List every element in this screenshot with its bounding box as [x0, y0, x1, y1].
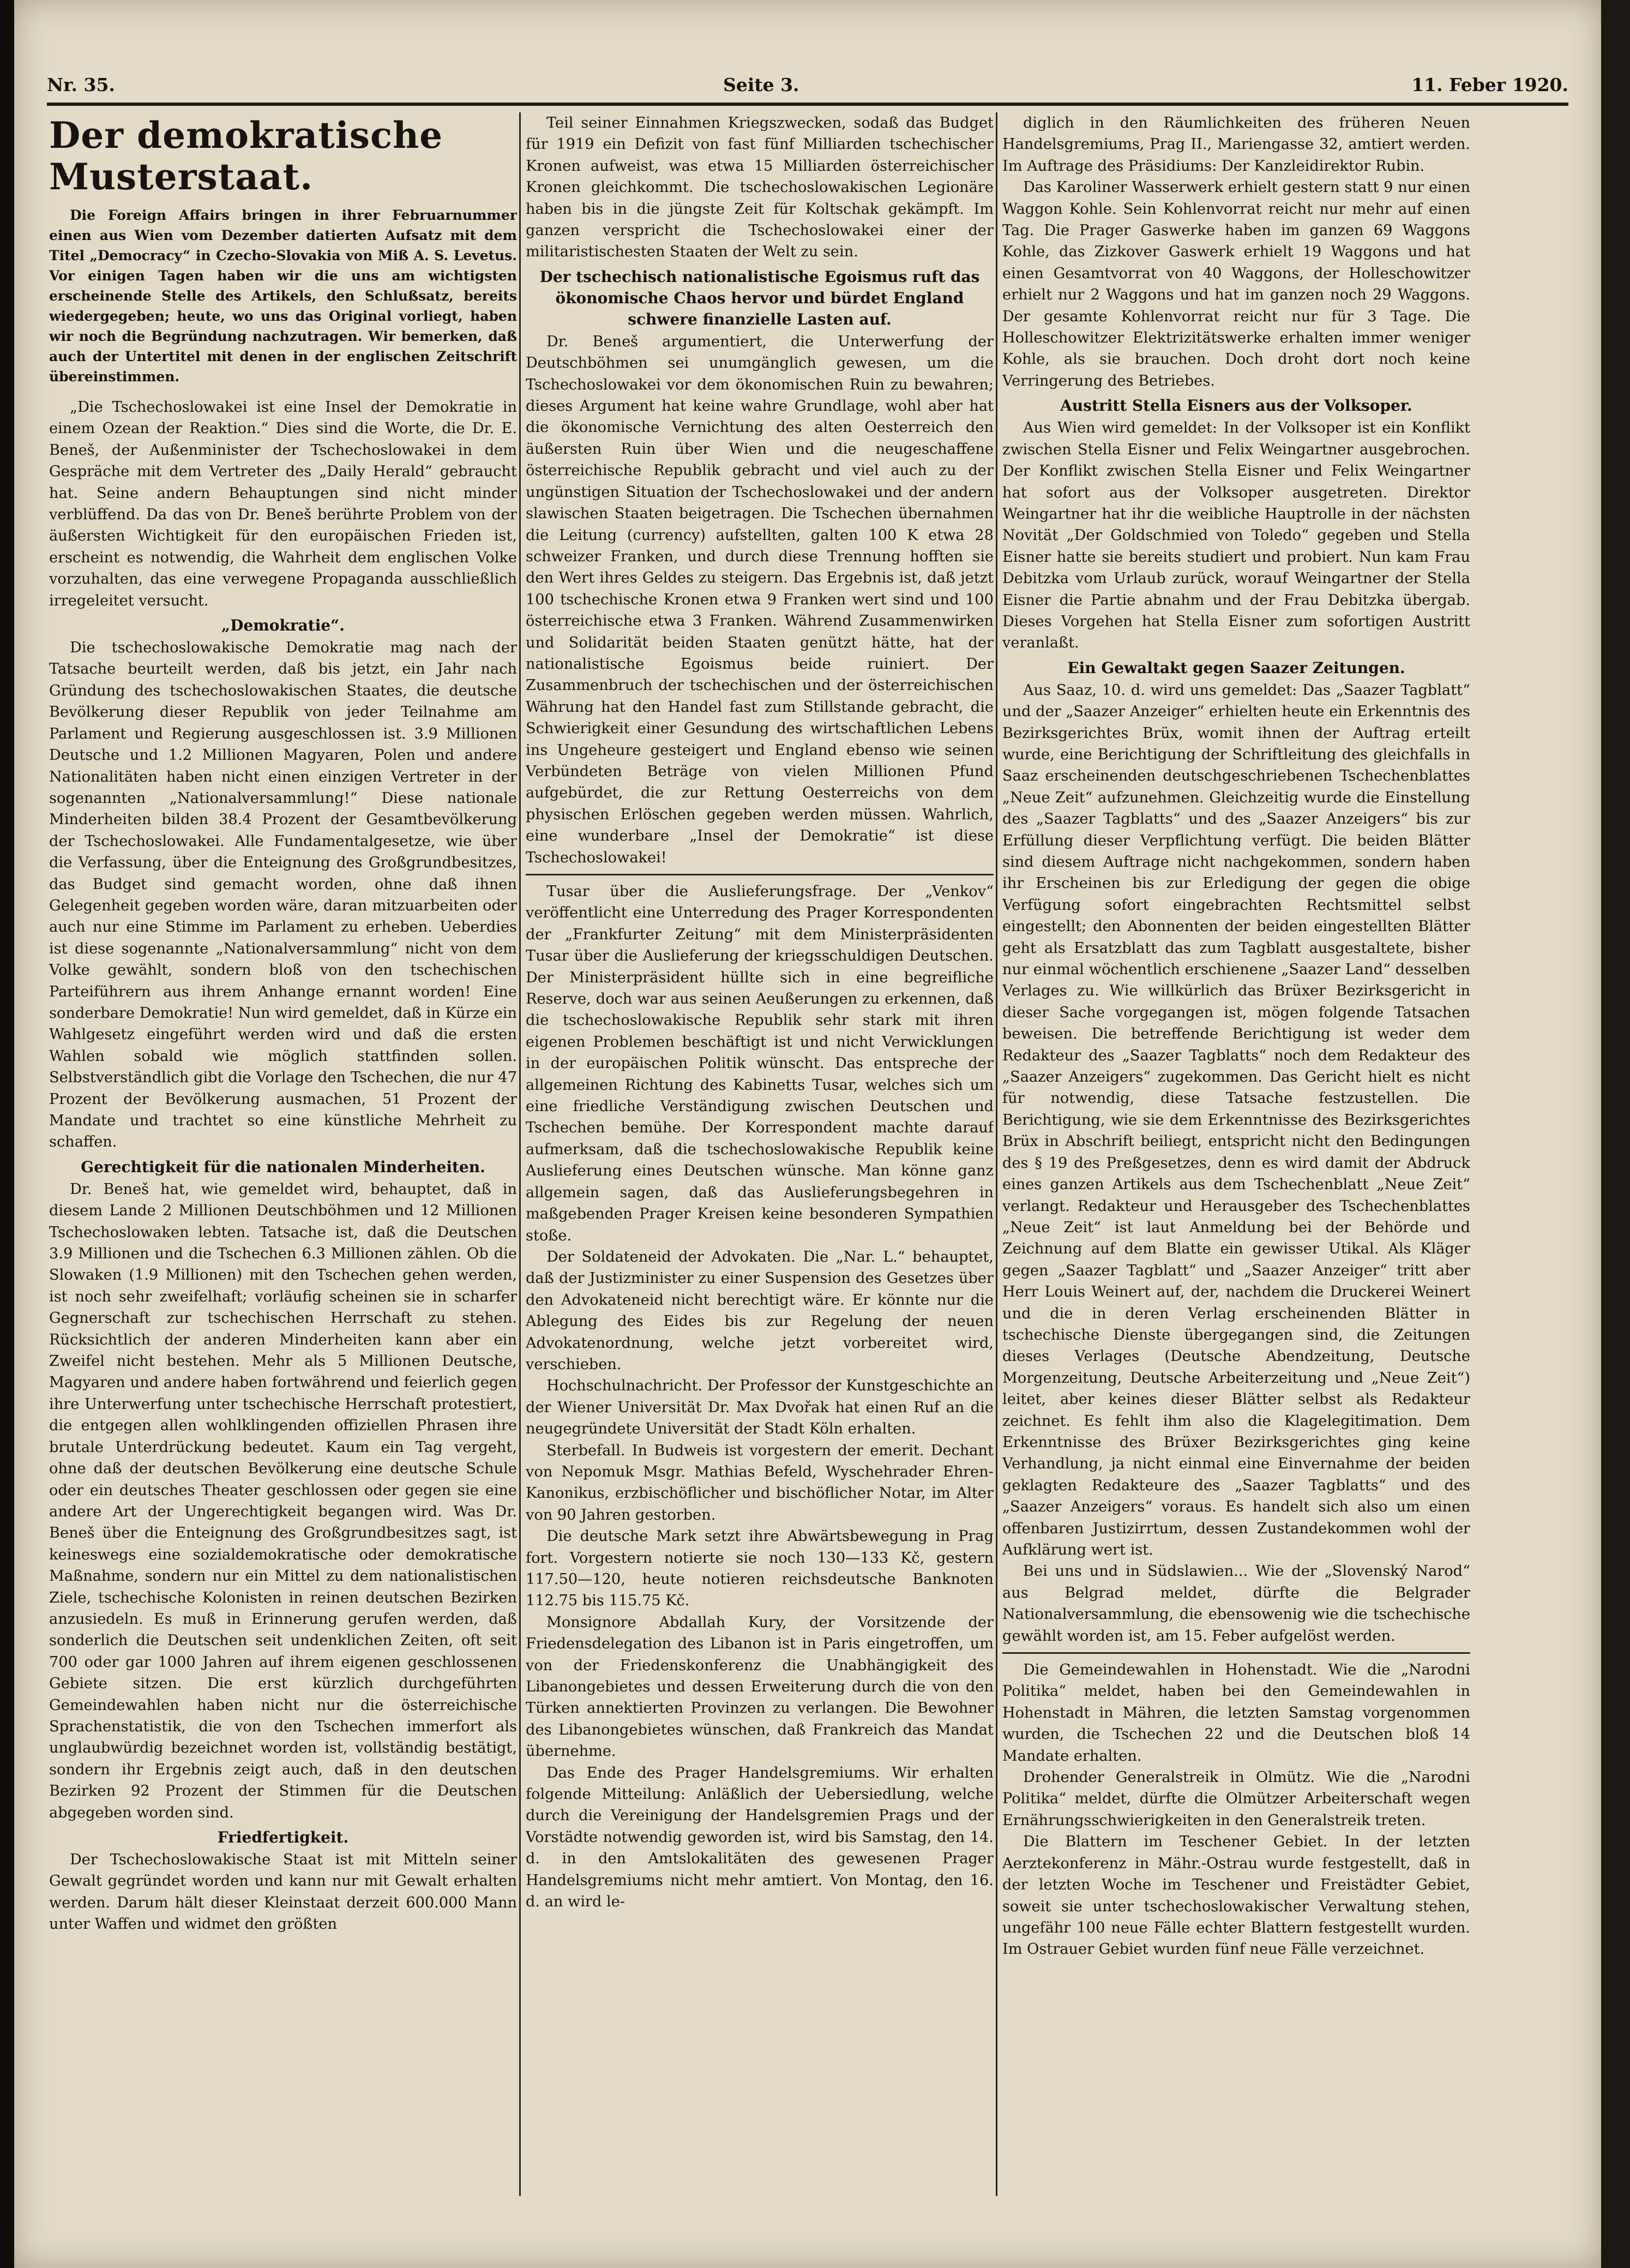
article-paragraph: Die tschechoslowakische Demokratie mag nach der Tatsache beurteilt werden, daß bis jetzt, ein Jahr nach Gründung des tschechoslowakischen Staates, die deutsche Bevölkerung dieser Republik von jeder Teilnahme am Parlament und Regierung ausgeschlossen ist. 3.9 Millionen Deutsche und 1.2 Millionen Magyaren, Polen und andere Nationalitäten haben nicht einen einzigen Vertreter in der sogenannten „Nationalversammlung!“ Diese nationale Minderheiten bilden 38.4 Prozent der Gesamtbevölkerung der Tschechoslowakei. Alle Fundamentalgesetze, wie über die Verfassung, über die Enteignung des Großgrundbesitzes, das Budget sind gemacht worden, ohne daß ihnen Gelegenheit gegeben worden wäre, daran mitzuarbeiten oder auch nur eine Stimme im Parlament zu erheben. Ueberdies ist diese sogenannte „Nationalversammlung“ nicht von dem Volke gewählt, sondern bloß von den tschechischen Parteiführern aus ihrem Anhange ernannt worden! Eine sonderbare Demokratie! Nun wird gemeldet, daß in Kürze ein Wahlgesetz eingeführt werden wird und daß die ersten Wahlen sobald wie möglich stattfinden sollen. Selbstverständlich gibt die Vorlage den Tschechen, die nur 47 Prozent der Bevölkerung ausmachen, 51 Prozent der Mandate und trachtet so eine künstliche Mehrheit zu schaffen.: [49, 639, 517, 1151]
article-paragraph: Dr. Beneš argumentiert, die Unterwerfung der Deutschböhmen sei unumgänglich gewesen, um die Tschechoslowakei vor dem ökonomischen Ruin zu bewahren; dieses Argument hat keine wahre Grundlage, wohl aber hat die ökonomische Vernichtung des alten Oesterreich den äußersten Ruin über Wien und die neugeschaffene österreichische Republik gebracht und viel auch zu der ungünstigen Situation der Tschechoslowakei und der andern slawischen Staaten beigetragen. Die Tschechen übernahmen die Leitung (currency) aufstellten, galten 100 K etwa 28 schweizer Franken, und durch diese Trennung hofften sie den Wert ihres Geldes zu steigern. Das Ergebnis ist, daß jetzt 100 tschechische Kronen etwa 9 Franken wert sind und 100 österreichische etwa 3 Franken. Während Zusammenwirken und Solidarität beiden Staaten genützt hätte, hat der nationalistische Egoismus beide ruiniert. Der Zusammenbruch der tschechischen und der österreichischen Währung hat den Handel fast zum Stillstande gebracht, die Schwierigkeit einer Gesundung des wirtschaftlichen Lebens ins Ungeheure gesteigert und England ebenso wie seinen Verbündeten Beträge von vielen Millionen Pfund aufgebürdet, die zur Rettung Oesterreichs von dem physischen Erlöschen gegeben werden müssen. Wahrlich, eine wunderbare „Insel der Demokratie“ ist diese Tschechoslowakei!: [526, 333, 994, 866]
section-heading: Der tschechisch nationalistische Egoismus ruft das ökonomische Chaos hervor und bürdet England schwere finanzielle Lasten auf.: [539, 267, 980, 328]
news-item: diglich in den Räumlichkeiten des früheren Neuen Handelsgremiums, Prag II., Mariengasse 32, amtiert werden. Im Auftrage des Präsidiums: Der Kanzleidirektor Rubin.: [1002, 115, 1470, 175]
section-heading: Austritt Stella Eisners aus der Volksoper.: [1060, 397, 1412, 415]
news-item: Tusar über die Auslieferungsfrage. Der „Venkov“ veröffentlicht eine Unterredung des Prager Korrespondenten der „Frankfurter Zeitung“ mit dem Ministerpräsidenten Tusar über die Auslieferung der kriegsschuldigen Deutschen. Der Ministerpräsident hüllte sich in eine begreifliche Reserve, doch war aus seinen Aeußerungen zu erkennen, daß die tschechoslowakische Republik sehr stark mit ihren eigenen Problemen beschäftigt ist und nicht Verwicklungen in der europäischen Politik wünscht. Das entspreche der allgemeinen Richtung des Kabinetts Tusar, welches sich um eine friedliche Verständigung zwischen Deutschen und Tschechen bemühe. Der Korrespondent machte darauf aufmerksam, daß die tschechoslowakische Republik keine Auslieferung eines Deutschen wünsche. Man könne ganz allgemein sagen, daß das Auslieferungsbegehren in maßgebenden Prager Kreisen keine besonderen Sympathien stoße.: [526, 883, 994, 1244]
news-item: Die deutsche Mark setzt ihre Abwärtsbewegung in Prag fort. Vorgestern notierte sie noch 130—133 Kč, gestern 117.50—120, heute notieren reichsdeutsche Banknoten 112.75 bis 115.75 Kč.: [526, 1528, 994, 1610]
page-header: [47, 70, 1568, 103]
issue-number: Nr. 35.: [47, 74, 115, 95]
column-divider: [996, 112, 997, 2196]
section-heading: Friedfertigkeit.: [217, 1828, 349, 1846]
column-1: [49, 112, 517, 2201]
article-lead: Die Foreign Affairs bringen in ihrer Februarnummer einen aus Wien vom Dezember datierten Aufsatz mit dem Titel „Democracy“ in Czecho-Slovakia von Miß A. S. Levetus. Vor einigen Tagen haben wir die uns am wichtigsten erscheinende Stelle des Artikels, den Schlußsatz, bereits wiedergegeben; heute, wo uns das Original vorliegt, haben wir noch die Begründung nachzutragen. Wir bemerken, daß auch der Untertitel mit denen in der englischen Zeitschrift übereinstimmen.: [49, 207, 517, 385]
section-heading: Ein Gewaltakt gegen Saazer Zeitungen.: [1067, 658, 1405, 677]
news-item: Die Blattern im Teschener Gebiet. In der letzten Aerztekonferenz in Mähr.-Ostrau wurde festgestellt, daß in der letzten Woche im Teschener und Freistädter Gebiet, soweit sie unter tschechoslowakischer Verwaltung stehen, ungefähr 100 neue Fälle echter Blattern festgestellt wurden. Im Ostrauer Gebiet wurden fünf neue Fälle verzeichnet.: [1002, 1833, 1470, 1958]
header-rule: [47, 103, 1568, 106]
article-separator: [1002, 1652, 1470, 1654]
news-item: Das Ende des Prager Handelsgremiums. Wir erhalten folgende Mitteilung: Anläßlich der Uebersiedlung, welche durch die Vereinigung der Handelsgremien Prags und der Vorstädte notwendig geworden ist, wird bis Samstag, den 14. d. in den Amtslokalitäten des gewesenen Prager Handelsgremiums nicht mehr amtiert. Von Montag, den 16. d. an wird le-: [526, 1764, 994, 1911]
article-separator: [526, 874, 994, 875]
section-heading: Gerechtigkeit für die nationalen Minderheiten.: [81, 1157, 485, 1176]
article-paragraph: Dr. Beneš hat, wie gemeldet wird, behauptet, daß in diesem Lande 2 Millionen Deutschböhmen und 12 Millionen Tschechoslowaken lebten. Tatsache ist, daß die Deutschen 3.9 Millionen und die Tschechen 6.3 Millionen zählen. Ob die Slowaken (1.9 Millionen) mit den Tschechen gehen werden, ist noch sehr zweifelhaft; vorläufig scheinen sie in scharfer Gegnerschaft zur tschechischen Herrschaft zu stehen. Rücksichtlich der anderen Minderheiten kann aber ein Zweifel nicht bestehen. Mehr als 5 Millionen Deutsche, Magyaren und andere haben fortwährend und feierlich gegen ihre Unterwerfung unter tschechische Herrschaft protestiert, die entgegen allen wohlklingenden offiziellen Phrasen ihre brutale Unterdrückung bedeutet. Kaum ein Tag vergeht, ohne daß der deutschen Bevölkerung eine deutsche Schule oder ein deutsches Theater geschlossen oder gegen sie eine andere Art der Ungerechtigkeit begangen wird. Was Dr. Beneš über die Enteignung des Großgrundbesitzes sagt, ist keineswegs eine sozialdemokratische oder demokratische Maßnahme, sondern nur ein Mittel zu dem nationalistischen Ziele, tschechische Kolonisten in reinen deutschen Bezirken anzusiedeln. Es muß in Erinnerung gerufen werden, daß sonderlich die Deutschen seit undenklichen Zeiten, oft seit 700 oder gar 1000 Jahren auf ihrem eigenen geschlossenen Gebiete sitzen. Die erst kürzlich durchgeführten Gemeindewahlen haben nicht nur die österreichische Sprachenstatistik, die von den Tschechen immerfort als unglaubwürdig bezeichnet worden ist, vollständig bestätigt, sondern ihr Ergebnis zeigt auch, daß in den deutschen Bezirken 92 Prozent der Stimmen für die Deutschen abgegeben worden sind.: [49, 1180, 517, 1821]
news-item: Monsignore Abdallah Kury, der Vorsitzende der Friedensdelegation des Libanon ist in Paris eingetroffen, um von der Friedenskonferenz die Unabhängigkeit des Libanongebietes und dessen Erweiterung durch die von den Türken annektierten Provinzen zu verlangen. Die Bewohner des Libanongebietes wünschen, daß Frankreich das Mandat übernehme.: [526, 1613, 994, 1760]
section-heading: „Demokratie“.: [221, 616, 345, 635]
news-item: Drohender Generalstreik in Olmütz. Wie die „Narodni Politika“ meldet, dürfte die Olmützer Arbeiterschaft wegen Ernährungsschwierigkeiten in den Generalstreik treten.: [1002, 1769, 1470, 1829]
page-number: Seite 3.: [723, 74, 799, 95]
news-item: Aus Wien wird gemeldet: In der Volksoper ist ein Konflikt zwischen Stella Eisner und Felix Weingartner ausgebrochen. Der Konflikt zwischen Stella Eisner und Felix Weingartner hat sofort aus der Volksoper ausgetreten. Direktor Weingartner hat ihr die weibliche Hauptrolle in der nächsten Novität „Der Goldschmied von Toledo“ gegeben und Stella Eisner hatte sie bereits studiert und probiert. Nun kam Frau Debitzka vom Urlaub zurück, worauf Weingartner der Stella Eisner die Partie abnahm und der Frau Debitzka übergab. Dieses Vorgehen hat Stella Eisner zum sofortigen Austritt veranlaßt.: [1002, 419, 1470, 652]
issue-date: 11. Feber 1920.: [1411, 74, 1568, 95]
newspaper-page: [14, 0, 1601, 2268]
article-paragraph: Teil seiner Einnahmen Kriegszwecken, sodaß das Budget für 1919 ein Defizit von fast fünf Milliarden tschechischer Kronen aufweist, was etwa 15 Milliarden österreichischer Kronen gleichkommt. Die tschechoslowakischen Legionäre haben bis in die jüngste Zeit für Koltschak gekämpft. Im ganzen verspricht die Tschechoslowakei einer der militaristischesten Staaten der Welt zu sein.: [526, 115, 994, 261]
scan-left-edge: [0, 0, 14, 2268]
news-item: Aus Saaz, 10. d. wird uns gemeldet: Das „Saazer Tagblatt“ und der „Saazer Anzeiger“ erhielten heute ein Erkenntnis des Bezirksgerichtes Brüx, womit ihnen der Auftrag erteilt wurde, eine Berichtigung der Schriftleitung des gleichfalls in Saaz erscheinenden deutschgeschriebenen Tschechenblattes „Neue Zeit“ aufzunehmen. Gleichzeitig wurde die Einstellung des „Saazer Tagblatts“ und des „Saazer Anzeigers“ bis zur Erfüllung dieser Verpflichtung verfügt. Die beiden Blätter sind diesem Auftrage nicht nachgekommen, sondern haben ihr Erscheinen bis zur Erledigung der gegen die obige Verfügung sofort eingebrachten Rechtsmittel selbst eingestellt; den Abonnenten der beiden eingestellten Blätter geht als Ersatzblatt das zum Tagblatt ausgestaltete, bisher nur einmal wöchentlich erschienene „Saazer Land“ desselben Verlages zu. Wie willkürlich das Brüxer Bezirksgericht in dieser Sache vorgegangen ist, mögen folgende Tatsachen beweisen. Die betreffende Berichtigung ist weder dem Redakteur des „Saazer Tagblatts“ noch dem Redakteur des „Saazer Anzeigers“ zugekommen. Das Gericht hielt es nicht für notwendig, diese Tatsache festzustellen. Die Berichtigung, wie sie dem Erkenntnisse des Bezirksgerichtes Brüx in Abschrift beiliegt, entspricht nicht den Bedingungen des § 19 des Preßgesetzes, denn es wird damit der Abdruck eines ganzen Artikels aus dem Tschechenblatt „Neue Zeit“ verlangt. Redakteur und Herausgeber des Tschechenblattes „Neue Zeit“ ist laut Anmeldung bei der Behörde und Zeichnung auf dem Blatte ein gewisser Utikal. Als Kläger gegen „Saazer Tagblatt“ und „Saazer Anzeiger“ tritt aber Herr Louis Weinert auf, der, nachdem die Druckerei Weinert und die in deren Verlag erscheinenden Blätter in tschechische Dienste übergegangen sind, die Zeitungen dieses Verlages (Deutsche Abendzeitung, Deutsche Morgenzeitung, Deutsche Arbeiterzeitung und „Neue Zeit“) leitet, aber keines dieser Blätter selbst als Redakteur zeichnet. Es fehlt ihm also die Klagelegitimation. Dem Erkenntnisse des Brüxer Bezirksgerichtes ging keine Verhandlung, ja nicht einmal eine Einvernahme der beiden geklagten Redakteure des „Saazer Tagblatts“ und des „Saazer Anzeigers“ voraus. Es handelt sich also um einen offenbaren Justizirrtum, dessen Zustandekommen wohl der Aufklärung wert ist.: [1002, 681, 1470, 1558]
article-paragraph: Der Tschechoslowakische Staat ist mit Mitteln seiner Gewalt gegründet worden und kann nur mit Gewalt erhalten werden. Darum hält dieser Kleinstaat derzeit 600.000 Mann unter Waffen und widmet den größten: [49, 1851, 517, 1933]
column-2: [526, 112, 994, 2201]
news-item: Bei uns und in Südslawien... Wie der „Slovenský Narod“ aus Belgrad meldet, dürfte die Belgrader Nationalversammlung, die ebensowenig wie die tschechische gewählt worden ist, am 15. Feber aufgelöst werden.: [1002, 1563, 1470, 1645]
news-item: Das Karoliner Wasserwerk erhielt gestern statt 9 nur einen Waggon Kohle. Sein Kohlenvorrat reicht nur mehr auf einen Tag. Die Prager Gaswerke haben im ganzen 69 Waggons Kohle, das Zizkover Gaswerk erhielt 19 Waggons und hat einen Gesamtvorrat von 40 Waggons, der Holleschowitzer erhielt nur 2 Waggons und hat im ganzen noch 29 Waggons. Der gesamte Kohlenvorrat reicht nur für 3 Tage. Die Holleschowitzer Elektrizitätswerke erhalten immer weniger Kohle, als sie brauchen. Doch droht dort noch keine Verringerung des Betriebes.: [1002, 179, 1470, 389]
news-item: Sterbefall. In Budweis ist vorgestern der emerit. Dechant von Nepomuk Msgr. Mathias Befeld, Wyschehrader Ehren-Kanonikus, erzbischöflicher und bischöflicher Notar, im Alter von 90 Jahren gestorben.: [526, 1442, 994, 1523]
news-item: Hochschulnachricht. Der Professor der Kunstgeschichte an der Wiener Universität Dr. Max Dvořak hat einen Ruf an die neugegründete Universität der Stadt Köln erhalten.: [526, 1377, 994, 1438]
column-3: [1002, 112, 1470, 2201]
column-divider: [519, 112, 521, 2196]
article-paragraph: „Die Tschechoslowakei ist eine Insel der Demokratie in einem Ozean der Reaktion.“ Dies sind die Worte, die Dr. E. Beneš, der Außenminister der Tschechoslowakei in dem Gespräche mit dem Vertreter des „Daily Herald“ gebraucht hat. Seine andern Behauptungen sind nicht minder verblüffend. Da das von Dr. Beneš berührte Problem von der äußersten Wichtigkeit für den europäischen Frieden ist, erscheint es notwendig, die Wahrheit dem englischen Volke vorzuhalten, das eine verwegene Propaganda ausschließlich irregeleitet versucht.: [49, 399, 517, 609]
news-item: Der Soldateneid der Advokaten. Die „Nar. L.“ behauptet, daß der Justizminister zu einer Suspension des Gesetzes über den Advokateneid nicht berechtigt wäre. Er könnte nur die Ablegung des Eides bis zur Regelung der neuen Advokatenordnung, welche jetzt vorbereitet wird, verschieben.: [526, 1248, 994, 1373]
article-title: Der demokratische Musterstaat.: [49, 114, 443, 198]
news-item: Die Gemeindewahlen in Hohenstadt. Wie die „Narodni Politika“ meldet, haben bei den Gemeindewahlen in Hohenstadt in Mähren, die letzten Samstag vorgenommen wurden, die Tschechen 22 und die Deutschen bloß 14 Mandate erhalten.: [1002, 1661, 1470, 1765]
